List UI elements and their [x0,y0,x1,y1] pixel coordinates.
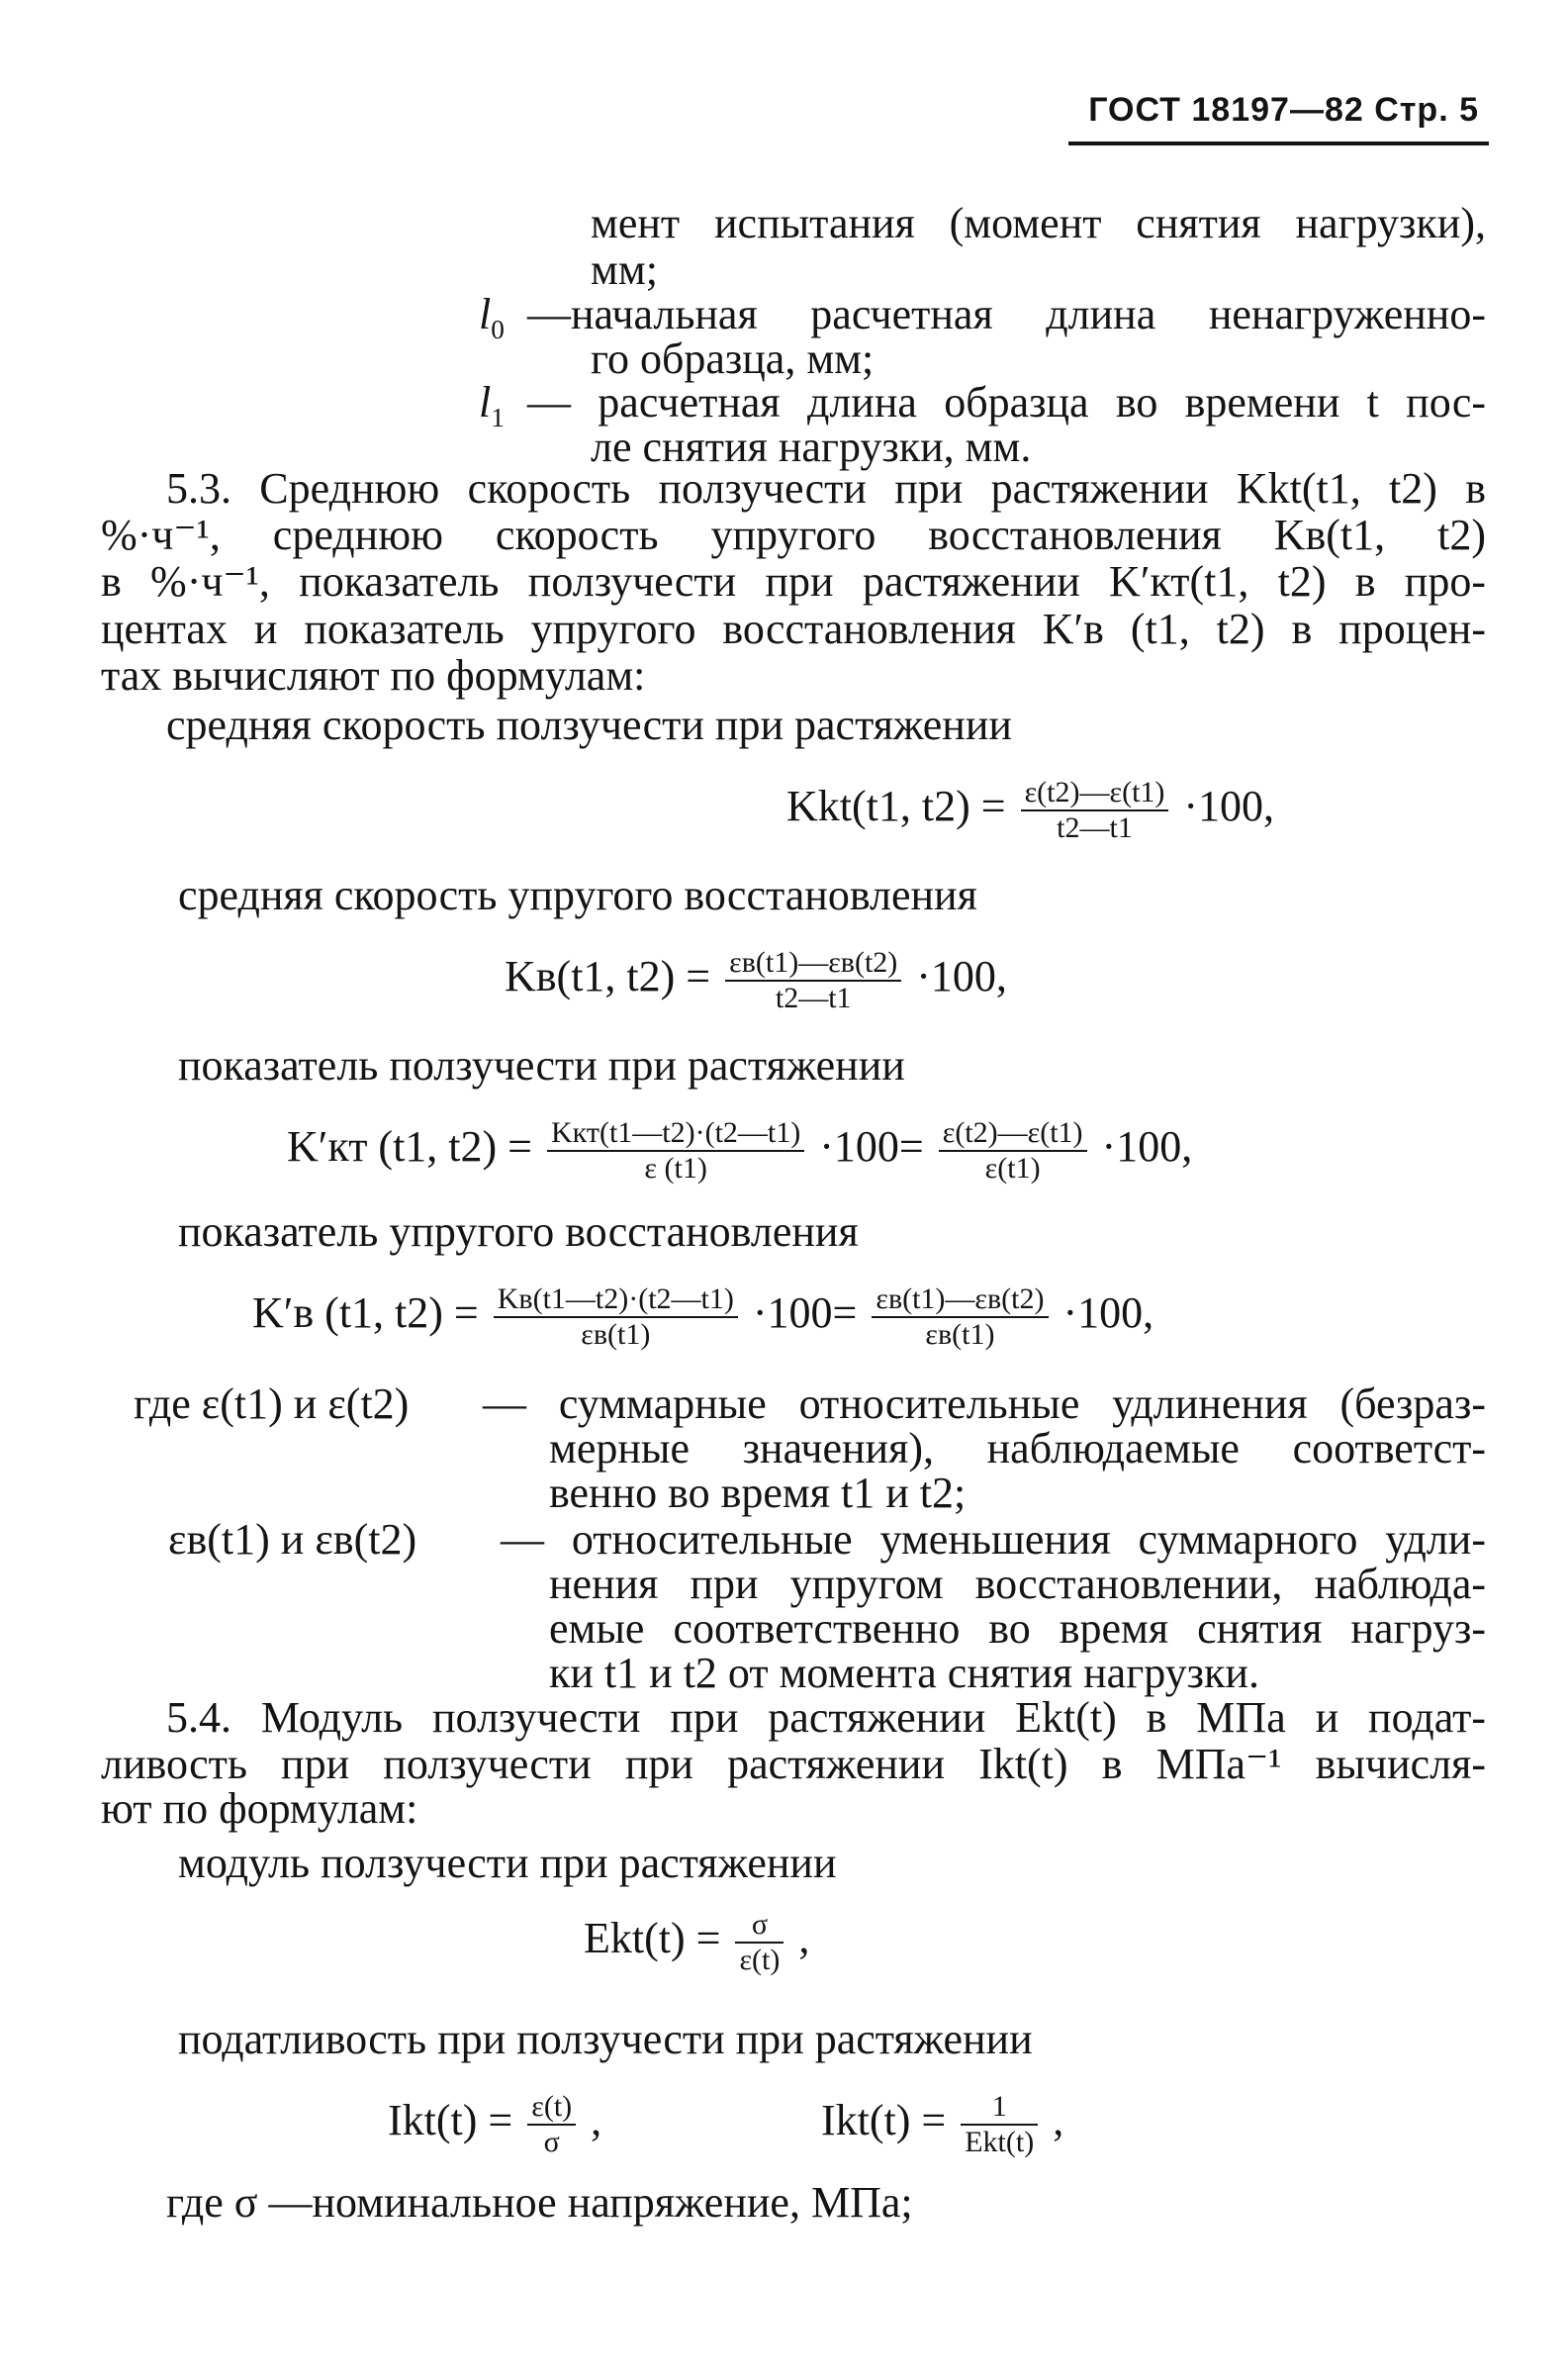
defs-cont-line1: мент испытания (момент снятия нагрузки), [591,199,1486,247]
formula-label-creep-index: показатель ползучести при растяжении [178,1041,905,1090]
formula-mid: ·100= [752,1288,858,1338]
l1-subscript: 1 [491,402,505,432]
standard-number: ГОСТ 18197—82 [1088,91,1364,129]
fraction-2 [939,1116,1087,1186]
def-l0-line1: —начальная расчетная длина ненагруженно- [527,290,1486,338]
formula-lhs: Kkt(t1, t2) = [786,782,1006,831]
denominator: ε(t) [739,1944,781,1976]
where2-term: εв(t1) и εв(t2) [168,1515,417,1564]
fraction [735,1908,784,1977]
numerator: σ [735,1908,784,1944]
formula-creep-index [287,1116,1192,1186]
formula-lhs: Kв(t1, t2) = [505,952,711,1001]
fraction-2 [872,1282,1048,1352]
fraction-1 [547,1116,804,1186]
formula-creep-modulus [584,1908,809,1977]
numerator: 1 [961,2090,1038,2126]
denominator: ε(t1) [984,1152,1041,1185]
sec54-line2: ливость при ползучести при растяжении Ikt(t) в МПа⁻¹ вычисля- [101,1740,1486,1788]
denominator: Ekt(t) [965,2126,1035,2158]
def-l1-line1: — расчетная длина образца во времени t пос- [527,378,1486,427]
formula-label-creep-modulus: модуль ползучести при растяжении [178,1839,837,1887]
fraction-1 [494,1282,738,1352]
where1-line1: — суммарные относительные удлинения (безраз- [483,1379,1486,1428]
sec53-line1: 5.3. Среднюю скорость ползучести при растяжении Kkt(t1, t2) в [166,464,1486,513]
l1-symbol: l [479,378,492,427]
fraction [1021,776,1169,845]
formula-creep-rate [786,776,1274,845]
denominator: σ [543,2126,560,2158]
formula-lhs: Ikt(t) = [388,2096,513,2145]
fraction [725,946,901,1015]
numerator: ε(t2)—ε(t1) [1021,776,1169,811]
formula-compliance-1 [388,2090,601,2159]
numerator: Kв(t1—t2)·(t2—t1) [494,1282,738,1318]
formula-compliance-2 [821,2090,1063,2159]
denominator: t2—t1 [775,982,852,1014]
defs-cont-line2: мм; [591,245,658,294]
numerator: εв(t1)—εв(t2) [725,946,901,982]
sec54-line3: ют по формулам: [101,1784,418,1833]
where1-line2: мерные значения), наблюдаемые соответст- [549,1424,1486,1472]
formula-lhs: Ikt(t) = [821,2096,947,2145]
formula-label-recovery-rate: средняя скорость упругого восстановления [178,871,977,919]
sec54-line1: 5.4. Модуль ползучести при растяжении Ekt(t) в МПа и подат- [166,1693,1486,1742]
fraction [527,2090,576,2159]
formula-lhs: K′кт (t1, t2) = [287,1122,532,1172]
def-l1-term [479,380,505,440]
formula-mid: ·100= [819,1122,924,1172]
sec53-line5: тах вычисляют по формулам: [101,651,646,700]
page-number: Стр. 5 [1374,91,1479,129]
sec53-line2: %·ч⁻¹, среднюю скорость упругого восстановления Kв(t1, t2) [101,511,1486,559]
formula-label-creep-rate: средняя скорость ползучести при растяжении [166,701,1012,749]
def-l1-line2: ле снятия нагрузки, мм. [591,423,1032,471]
formula-rhs: ·100, [1101,1122,1193,1172]
formula-rhs: ·100, [1062,1288,1154,1338]
sec53-line4: центах и показатель упругого восстановления K′в (t1, t2) в процен- [101,605,1486,653]
formula-rhs: , [798,1914,810,1963]
page-header [1088,91,1479,130]
where2-line1: — относительные уменьшения суммарного удли- [501,1515,1486,1564]
final-definition-sigma: где σ —номинальное напряжение, МПа; [166,2178,913,2227]
formula-rhs: , [1053,2096,1064,2145]
denominator: εв(t1) [925,1318,995,1351]
where1-line3: венно во время t1 и t2; [549,1469,967,1517]
formula-lhs: Ekt(t) = [584,1914,721,1963]
def-l0-line2: го образца, мм; [591,334,875,383]
numerator: εв(t1)—εв(t2) [872,1282,1048,1318]
denominator: ε (t1) [644,1152,707,1185]
denominator: t2—t1 [1057,811,1133,844]
formula-label-creep-compliance: податливость при ползучести при растяжении [178,2015,1033,2063]
where2-line3: емые соответственно во время снятия нагруз- [549,1604,1486,1653]
sec53-line3: в %·ч⁻¹, показатель ползучести при растяжении K′кт(t1, t2) в про- [101,557,1486,606]
where2-line2: нения при упругом восстановлении, наблюда- [549,1560,1486,1608]
where1-term: где ε(t1) и ε(t2) [134,1379,410,1428]
def-l0-term [479,292,505,352]
denominator: εв(t1) [581,1318,651,1351]
formula-rhs: , [591,2096,602,2145]
formula-recovery-index [252,1282,1153,1352]
l0-subscript: 0 [491,314,505,344]
formula-lhs: K′в (t1, t2) = [252,1288,479,1338]
fraction [961,2090,1038,2159]
formula-rhs: ·100, [1183,782,1275,831]
where2-line4: ки t1 и t2 от момента снятия нагрузки. [549,1649,1259,1697]
header-rule [1068,142,1489,145]
numerator: ε(t) [527,2090,576,2126]
formula-rhs: ·100, [916,952,1007,1001]
numerator: Kкт(t1—t2)·(t2—t1) [547,1116,804,1152]
formula-label-recovery-index: показатель упругого восстановления [178,1207,859,1256]
formula-recovery-rate [505,946,1007,1015]
numerator: ε(t2)—ε(t1) [939,1116,1087,1152]
l0-symbol: l [479,290,492,338]
